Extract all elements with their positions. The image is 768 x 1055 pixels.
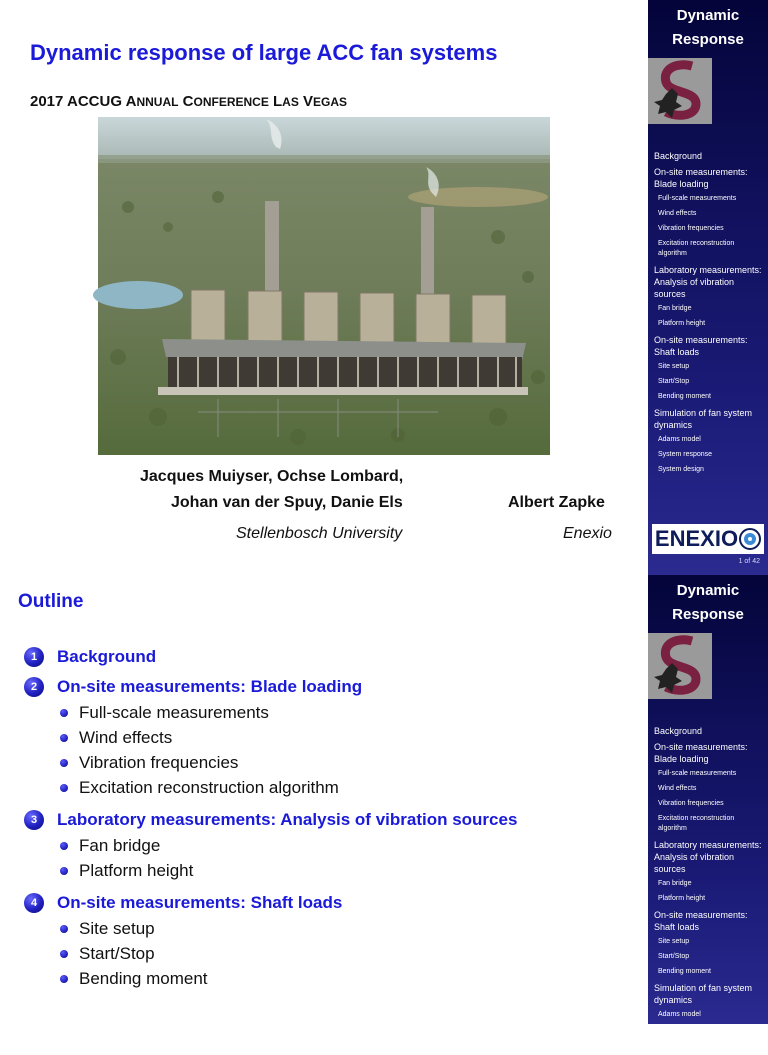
- sidebar-nav-subitem[interactable]: Excitation reconstruction algorithm: [658, 240, 735, 257]
- outline-item-label: On-site measurements: Shaft loads: [57, 893, 343, 912]
- sidebar-nav-subitem[interactable]: System response: [658, 1026, 713, 1033]
- outline-subitem: [60, 941, 644, 966]
- university-crest-icon: [648, 633, 712, 699]
- outline-subitem-text: Full-scale measurements: [79, 703, 269, 722]
- sidebar-nav-subitem[interactable]: Platform height: [658, 895, 706, 902]
- sidebar-nav-subitem[interactable]: Full-scale measurements: [658, 195, 737, 202]
- sidebar-nav-subitem[interactable]: Adams model: [658, 436, 701, 443]
- affiliation-stellenbosch: Stellenbosch University: [236, 525, 403, 542]
- outline-subitem-text: Excitation reconstruction algorithm: [79, 778, 339, 797]
- navigation-sidebar: [648, 575, 768, 1048]
- outline-subitem: [60, 858, 644, 883]
- sidebar-nav-subitem[interactable]: System response: [658, 451, 713, 458]
- outline-number-badge: 3: [24, 810, 44, 830]
- outline-number-badge: 1: [24, 647, 44, 667]
- sidebar-title-line-2: Response: [672, 606, 744, 623]
- conference-name: [30, 93, 347, 110]
- sidebar-nav-subitem[interactable]: Fan bridge: [658, 305, 692, 312]
- outline-item-label: Laboratory measurements: Analysis of vibration sources: [57, 810, 518, 829]
- sidebar-nav-subitem[interactable]: Start/Stop: [658, 378, 690, 385]
- outline-subitem: [60, 725, 644, 750]
- bullet-icon: [60, 734, 68, 742]
- outline-list: [24, 647, 644, 991]
- outline-item-label: On-site measurements: Blade loading: [57, 677, 363, 696]
- outline-number-badge: 2: [24, 677, 44, 697]
- sidebar-nav-subitem[interactable]: Wind effects: [658, 785, 697, 792]
- outline-subitem: [60, 775, 644, 800]
- sidebar-title-line-1: Dynamic: [676, 7, 740, 24]
- bullet-icon: [60, 975, 68, 983]
- bullet-icon: [60, 925, 68, 933]
- sidebar-nav-subitem[interactable]: Excitation reconstruction algorithm: [658, 815, 735, 832]
- sidebar-nav: [654, 146, 764, 480]
- outline-sublist: [60, 916, 644, 991]
- outline-item: [24, 647, 644, 667]
- sidebar-title-line-2: Response: [672, 31, 744, 48]
- sidebar-nav-subitem[interactable]: Wind effects: [658, 210, 697, 217]
- slide-title: Dynamic response of large ACC fan systems: [30, 40, 498, 65]
- outline-title: Outline: [18, 591, 84, 612]
- bullet-icon: [60, 709, 68, 717]
- sidebar-nav-section[interactable]: On-site measurements: Shaft loads: [654, 910, 748, 932]
- affiliation-enexio: Enexio: [563, 525, 612, 542]
- outline-sublist: [60, 833, 644, 883]
- sidebar-nav-section[interactable]: Background: [654, 726, 703, 736]
- sidebar-nav: [654, 721, 764, 1055]
- outline-subitem-text: Site setup: [79, 919, 155, 938]
- university-crest-icon: [648, 58, 712, 124]
- sidebar-nav-subitem[interactable]: Start/Stop: [658, 953, 690, 960]
- outline-subitem: [60, 966, 644, 991]
- bullet-icon: [60, 784, 68, 792]
- outline-subitem: [60, 916, 644, 941]
- sidebar-nav-section[interactable]: Simulation of fan system dynamics: [654, 983, 753, 1005]
- sidebar-title: [648, 0, 768, 52]
- outline-subitem-text: Platform height: [79, 861, 194, 880]
- sidebar-nav-subitem[interactable]: Platform height: [658, 320, 706, 327]
- sidebar-nav-section[interactable]: On-site measurements: Blade loading: [654, 742, 748, 764]
- outline-item: [24, 677, 644, 697]
- sidebar-nav-subitem[interactable]: Bending moment: [658, 968, 711, 975]
- sidebar-nav-section[interactable]: Background: [654, 151, 703, 161]
- outline-sublist: [60, 700, 644, 800]
- bullet-icon: [60, 759, 68, 767]
- sidebar-title: [648, 575, 768, 627]
- sidebar-nav-section[interactable]: Laboratory measurements: Analysis of vibration sources: [654, 265, 762, 299]
- outline-item: [24, 810, 644, 830]
- outline-number-badge: 4: [24, 893, 44, 913]
- outline-slide: [0, 575, 768, 1048]
- enexio-logo: [652, 524, 764, 554]
- bullet-icon: [60, 950, 68, 958]
- bullet-icon: [60, 842, 68, 850]
- sidebar-nav-subitem[interactable]: Site setup: [658, 363, 690, 370]
- author-right: Albert Zapke: [508, 494, 605, 511]
- slide-main: [0, 0, 648, 575]
- outline-subitem-text: Start/Stop: [79, 944, 155, 963]
- authors-line-2: Johan van der Spuy, Danie Els: [171, 494, 403, 511]
- outline-subitem: [60, 700, 644, 725]
- sidebar-nav-section[interactable]: Simulation of fan system dynamics: [654, 408, 753, 430]
- sidebar-title-line-1: Dynamic: [676, 582, 740, 599]
- outline-subitem-text: Fan bridge: [79, 836, 161, 855]
- power-station-photo: [98, 117, 550, 455]
- authors-line-1: Jacques Muiyser, Ochse Lombard,: [140, 468, 404, 485]
- sidebar-nav-subitem[interactable]: Vibration frequencies: [658, 225, 724, 232]
- sidebar-nav-subitem[interactable]: Adams model: [658, 1011, 701, 1018]
- outline-subitem-text: Bending moment: [79, 969, 208, 988]
- sidebar-nav-subitem[interactable]: Fan bridge: [658, 880, 692, 887]
- outline-item: [24, 893, 644, 913]
- enexio-logo-text: ENEXIO: [654, 526, 739, 551]
- sidebar-nav-subitem[interactable]: Bending moment: [658, 393, 711, 400]
- fan-icon: [739, 528, 761, 550]
- sidebar-nav-subitem[interactable]: System design: [658, 1041, 704, 1048]
- slide-main: [0, 575, 648, 1024]
- page-number: 1 of 42: [738, 558, 760, 565]
- conference-name-text: 2017 ACCUG ANNUAL CONFERENCE LAS VEGAS: [30, 93, 348, 110]
- outline-subitem-text: Vibration frequencies: [79, 753, 239, 772]
- bullet-icon: [60, 867, 68, 875]
- navigation-sidebar: [648, 0, 768, 575]
- sidebar-nav-subitem[interactable]: Vibration frequencies: [658, 800, 724, 807]
- outline-subitem: [60, 833, 644, 858]
- outline-subitem-text: Wind effects: [79, 728, 173, 747]
- outline-subitem: [60, 750, 644, 775]
- sidebar-nav-subitem[interactable]: System design: [658, 466, 704, 473]
- sidebar-nav-section[interactable]: On-site measurements: Blade loading: [654, 167, 748, 189]
- sidebar-nav-subitem[interactable]: Site setup: [658, 938, 690, 945]
- outline-item-label: Background: [57, 647, 157, 666]
- sidebar-nav-section[interactable]: On-site measurements: Shaft loads: [654, 335, 748, 357]
- sidebar-nav-subitem[interactable]: Full-scale measurements: [658, 770, 737, 777]
- sidebar-nav-section[interactable]: Laboratory measurements: Analysis of vibration sources: [654, 840, 762, 874]
